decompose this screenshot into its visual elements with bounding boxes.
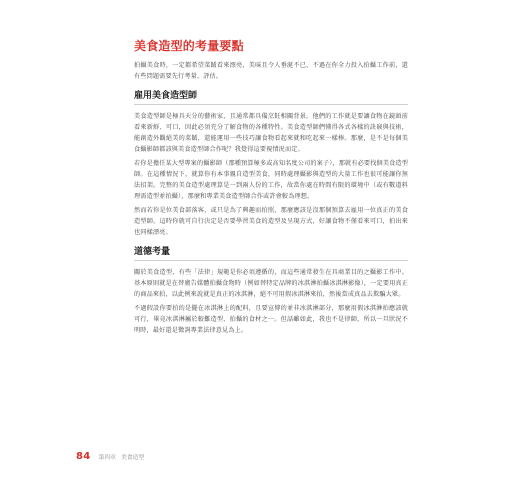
section-paragraph: 然而若你是位美食部落客，或只是為了興趣而拍照，那麼應該是沒那個預算去雇用一位真正的美食造型師。這時你就可自行決定是否要學習美食的造型及呈現方式，好讓食物不僅看來可口，拍出來也同樣漂亮。 xyxy=(134,207,408,236)
intro-paragraph: 拍攝美食時，一定都希望菜餚看來漂亮、美味且令人垂涎不已，不過在你全力投入拍攝工作前，還有些問題需要先行考量、評估。 xyxy=(134,62,408,80)
section-divider xyxy=(134,104,408,105)
chapter-title: 美食造型 xyxy=(120,455,145,461)
section-paragraph: 不過假設你要拍的是擺在冰淇淋上的配料，且要宣傳的並非冰淇淋部分，那麼用假冰淇淋拍應該就可行，畢竟冰淇淋屬於較難造型、拍攝的食材之一。但話雖如此，我也不是律師，所以一旦狀況不明時，最好還是徵詢專業法律意見為上。 xyxy=(134,305,408,334)
section-paragraph: 美食造型師是極具天分的藝術家，且通常都具備烹飪相關背景。他們的工作就是要讓食物在鏡頭前看來新鮮、可口，因此必須充分了解食物的各種特性。美食造型師們懂得各式各樣的訣竅與技術，能創造外觀絕美的菜餚，還能運用一些技巧讓食物看起來就和吃起來一樣棒。那麼，是不是每個美食攝影師都該與美食造型師合作呢？我覺得這要視情況而定。 xyxy=(134,113,408,153)
chapter-label: 第四章 xyxy=(98,455,116,461)
page-content xyxy=(134,38,408,339)
page-title: 美食造型的考量要點 xyxy=(134,39,244,53)
section-divider xyxy=(134,260,408,261)
section-paragraph: 關於美食造型，有些「法律」規範是你必須遵循的，而這些通常發生在具商業目的之攝影工作中。基本原則就是在替廣告媒體拍攝食物時（例如替特定品牌的冰淇淋拍攝冰淇淋影像），一定要用真正的商品來拍，以此例來說就是真正的冰淇淋，絕不可用假冰淇淋來拍，然後當成真品去欺騙大眾。 xyxy=(134,269,408,298)
page-footer xyxy=(76,451,144,462)
section-heading-ethics: 道德考量 xyxy=(134,247,171,257)
page-number: 84 xyxy=(76,451,91,462)
section-heading-hiring-stylist: 雇用美食造型師 xyxy=(134,91,198,101)
section-paragraph: 若你是擔任某大型專案的攝影師（那種預算極多或高知名度公司的案子），那就有必要找個美食造型師。在這種情況下，就算你有本事親自造型美食，同時處理攝影與造型的大量工作也很可能讓你無法招架。完整的美食造型處理算是一到兩人份的工作，故當你處在時間有限的環境中（或有數道料理需造型並拍攝），那麼和專業美食造型師合作或許會較為理想。 xyxy=(134,160,408,200)
